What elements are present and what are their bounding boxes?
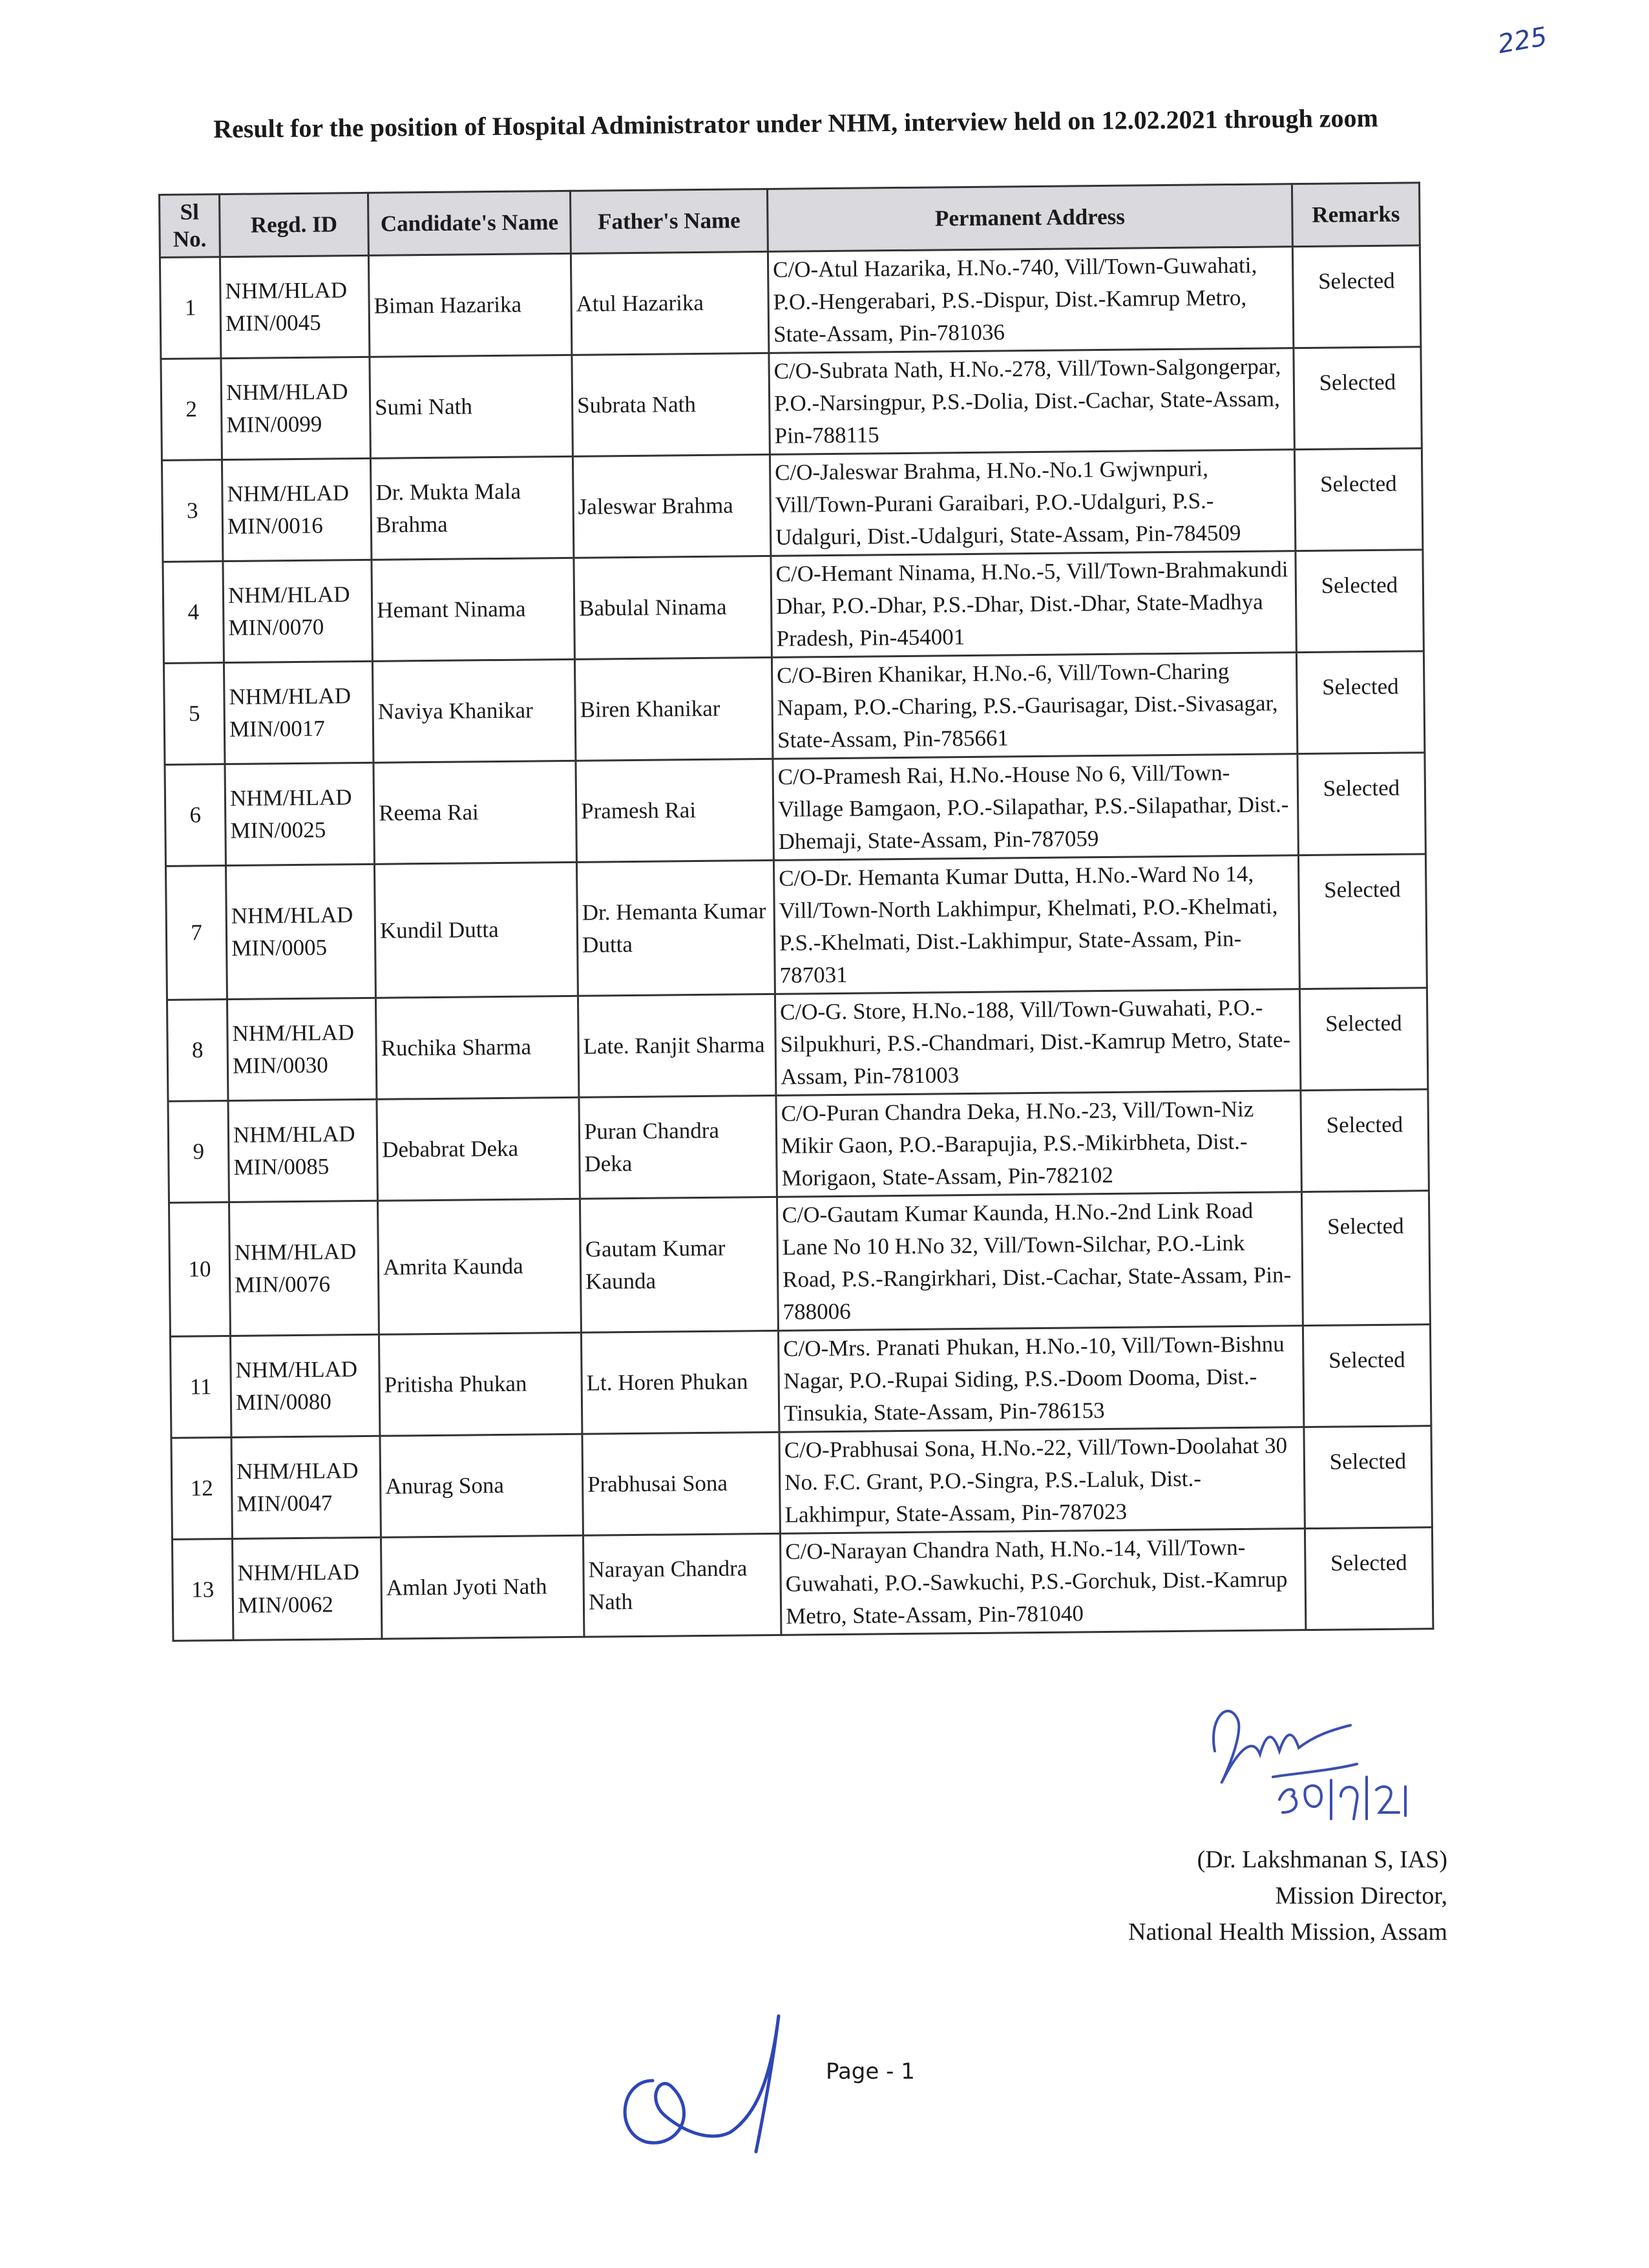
- cell-sl: 10: [169, 1202, 230, 1337]
- document-title: Result for the position of Hospital Administrator under NHM, interview held on 12.02.2021 through zoom: [213, 103, 1379, 143]
- results-table: [158, 182, 1434, 1642]
- table-row: [160, 246, 1420, 359]
- cell-remarks: Selected: [1294, 347, 1422, 450]
- cell-sl: 3: [162, 460, 223, 562]
- signatory-designation: Mission Director,: [1275, 1882, 1447, 1909]
- cell-father-name: Prabhusai Sona: [582, 1432, 780, 1535]
- cell-remarks: Selected: [1303, 1325, 1431, 1427]
- cell-regd-id: NHM/HLAD MIN/0085: [228, 1099, 377, 1202]
- header-regd-id: Regd. ID: [220, 193, 369, 257]
- cell-remarks: Selected: [1305, 1528, 1433, 1630]
- cell-remarks: Selected: [1301, 1089, 1429, 1192]
- cell-candidate-name: Anurag Sona: [380, 1434, 583, 1537]
- initials-scribble: [601, 2003, 821, 2171]
- table-row: [167, 988, 1427, 1102]
- cell-permanent-address: C/O-Dr. Hemanta Kumar Dutta, H.No.-Ward No 14, Vill/Town-North Lakhimpur, Khelmati, P.O.-Khelmati, P.S.-Khelmati, Dist.-Lakhimpur, State-Assam, Pin-787031: [773, 856, 1299, 994]
- cell-regd-id: NHM/HLAD MIN/0047: [231, 1436, 381, 1538]
- cell-regd-id: NHM/HLAD MIN/0025: [225, 762, 374, 865]
- header-remarks: Remarks: [1292, 183, 1420, 247]
- cell-father-name: Atul Hazarika: [571, 251, 768, 355]
- cell-candidate-name: Amlan Jyoti Nath: [381, 1535, 583, 1639]
- cell-sl: 11: [170, 1336, 231, 1438]
- cell-permanent-address: C/O-Gautam Kumar Kaunda, H.No.-2nd Link Road Lane No 10 H.No 32, Vill/Town-Silchar, P.O.-Link Road, P.S.-Rangirkhari, Dist.-Cachar, State-Assam, Pin-788006: [777, 1192, 1303, 1331]
- cell-regd-id: NHM/HLAD MIN/0030: [227, 998, 376, 1100]
- cell-candidate-name: Sumi Nath: [370, 355, 572, 458]
- cell-candidate-name: Dr. Mukta Mala Brahma: [370, 456, 573, 560]
- cell-permanent-address: C/O-Mrs. Pranati Phukan, H.No.-10, Vill/Town-Bishnu Nagar, P.O.-Rupai Siding, P.S.-Doom Dooma, Dist.-Tinsukia, State-Assam, Pin-786153: [778, 1326, 1303, 1433]
- cell-father-name: Subrata Nath: [572, 353, 770, 456]
- table-row: [161, 347, 1422, 461]
- table-row: [172, 1528, 1433, 1641]
- cell-father-name: Narayan Chandra Nath: [583, 1533, 781, 1637]
- cell-regd-id: NHM/HLAD MIN/0045: [220, 255, 369, 358]
- table-row: [163, 651, 1424, 765]
- cell-remarks: Selected: [1292, 246, 1420, 348]
- cell-father-name: Jaleswar Brahma: [572, 454, 770, 558]
- cell-candidate-name: Pritisha Phukan: [379, 1332, 582, 1436]
- cell-remarks: Selected: [1296, 651, 1424, 754]
- cell-remarks: Selected: [1297, 753, 1425, 856]
- cell-sl: 1: [160, 257, 221, 359]
- cell-candidate-name: Amrita Kaunda: [377, 1199, 581, 1334]
- header-permanent-address: Permanent Address: [767, 184, 1292, 252]
- table-row: [165, 854, 1427, 1000]
- cell-father-name: Pramesh Rai: [576, 759, 773, 862]
- cell-permanent-address: C/O-G. Store, H.No.-188, Vill/Town-Guwahati, P.O.-Silpukhuri, P.S.-Chandmari, Dist.-Kamrup Metro, State-Assam, Pin-781003: [775, 989, 1300, 1096]
- cell-permanent-address: C/O-Narayan Chandra Nath, H.No.-14, Vill/Town-Guwahati, P.O.-Sawkuchi, P.S.-Gorchuk, Dist.-Kamrup Metro, State-Assam, Pin-781040: [780, 1529, 1305, 1635]
- signature-image: [1202, 1693, 1473, 1842]
- cell-sl: 5: [163, 663, 225, 765]
- cell-regd-id: NHM/HLAD MIN/0099: [221, 357, 370, 459]
- cell-sl: 8: [167, 1000, 228, 1102]
- cell-permanent-address: C/O-Prabhusai Sona, H.No.-22, Vill/Town-Doolahat 30 No. F.C. Grant, P.O.-Singra, P.S.-Laluk, Dist.-Lakhimpur, State-Assam, Pin-787023: [779, 1427, 1305, 1534]
- results-table-container: [158, 182, 1434, 1642]
- cell-permanent-address: C/O-Jaleswar Brahma, H.No.-No.1 Gwjwnpuri, Vill/Town-Purani Garaibari, P.O.-Udalguri, P.S.-Udalguri, Dist.-Udalguri, State-Assam, Pin-784509: [770, 450, 1295, 556]
- table-header-row: [160, 183, 1420, 258]
- header-candidate-name: Candidate's Name: [368, 191, 571, 255]
- cell-permanent-address: C/O-Biren Khanikar, H.No.-6, Vill/Town-Charing Napam, P.O.-Charing, P.S.-Gaurisagar, Dist.-Sivasagar, State-Assam, Pin-785661: [772, 653, 1297, 759]
- table-row: [168, 1089, 1429, 1203]
- cell-remarks: Selected: [1294, 448, 1422, 551]
- cell-candidate-name: Naviya Khanikar: [372, 659, 575, 762]
- page-number: Page - 1: [826, 2059, 915, 2084]
- signatory-name: (Dr. Lakshmanan S, IAS): [1197, 1846, 1447, 1873]
- cell-remarks: Selected: [1296, 550, 1423, 653]
- cell-regd-id: NHM/HLAD MIN/0016: [222, 458, 371, 561]
- cell-sl: 4: [163, 562, 224, 664]
- table-body: [160, 246, 1433, 1641]
- cell-sl: 13: [172, 1538, 233, 1641]
- table-row: [165, 753, 1425, 866]
- header-sl: Sl No.: [160, 194, 220, 258]
- cell-candidate-name: Ruchika Sharma: [375, 996, 578, 1099]
- handwritten-page-mark: 225: [1495, 21, 1549, 60]
- cell-permanent-address: C/O-Atul Hazarika, H.No.-740, Vill/Town-Guwahati, P.O.-Hengerabari, P.S.-Dispur, Dist.-Kamrup Metro, State-Assam, Pin-781036: [768, 247, 1293, 353]
- table-row: [170, 1325, 1431, 1438]
- cell-regd-id: NHM/HLAD MIN/0080: [230, 1334, 379, 1437]
- cell-regd-id: NHM/HLAD MIN/0076: [229, 1201, 379, 1336]
- cell-sl: 2: [161, 359, 222, 461]
- cell-father-name: Babulal Ninama: [574, 556, 772, 659]
- cell-sl: 6: [165, 764, 226, 866]
- cell-remarks: Selected: [1304, 1426, 1432, 1529]
- cell-permanent-address: C/O-Subrata Nath, H.No.-278, Vill/Town-Salgongerpar, P.O.-Narsingpur, P.S.-Dolia, Dist.-Cachar, State-Assam, Pin-788115: [769, 348, 1294, 455]
- signatory-organization: National Health Mission, Assam: [1128, 1918, 1447, 1946]
- cell-candidate-name: Biman Hazarika: [368, 253, 571, 357]
- cell-father-name: Biren Khanikar: [574, 657, 772, 761]
- cell-sl: 9: [168, 1101, 229, 1203]
- cell-regd-id: NHM/HLAD MIN/0070: [223, 560, 372, 662]
- cell-father-name: Dr. Hemanta Kumar Dutta: [576, 860, 775, 996]
- cell-candidate-name: Reema Rai: [373, 761, 576, 864]
- cell-father-name: Late. Ranjit Sharma: [578, 994, 775, 1097]
- cell-remarks: Selected: [1301, 1191, 1430, 1326]
- cell-remarks: Selected: [1299, 988, 1427, 1091]
- cell-regd-id: NHM/HLAD MIN/0017: [224, 661, 373, 764]
- cell-candidate-name: Kundil Dutta: [374, 862, 578, 998]
- cell-father-name: Puran Chandra Deka: [579, 1095, 777, 1199]
- cell-remarks: Selected: [1298, 854, 1427, 989]
- cell-sl: 12: [171, 1438, 233, 1540]
- cell-father-name: Lt. Horen Phukan: [581, 1330, 779, 1434]
- cell-regd-id: NHM/HLAD MIN/0005: [226, 864, 375, 999]
- cell-permanent-address: C/O-Puran Chandra Deka, H.No.-23, Vill/Town-Niz Mikir Gaon, P.O.-Barapujia, P.S.-Mikirbheta, Dist.-Morigaon, State-Assam, Pin-782102: [776, 1091, 1301, 1197]
- table-row: [169, 1191, 1430, 1337]
- cell-sl: 7: [165, 866, 227, 1000]
- signatory-block: [1034, 1842, 1447, 1950]
- cell-regd-id: NHM/HLAD MIN/0062: [232, 1537, 381, 1640]
- cell-permanent-address: C/O-Hemant Ninama, H.No.-5, Vill/Town-Brahmakundi Dhar, P.O.-Dhar, P.S.-Dhar, Dist.-Dhar, State-Madhya Pradesh, Pin-454001: [771, 551, 1296, 658]
- table-row: [163, 550, 1423, 664]
- table-row: [162, 448, 1422, 562]
- cell-candidate-name: Hemant Ninama: [372, 558, 574, 661]
- header-father-name: Father's Name: [570, 189, 768, 253]
- table-row: [171, 1426, 1432, 1540]
- cell-candidate-name: Debabrat Deka: [377, 1097, 580, 1201]
- cell-permanent-address: C/O-Pramesh Rai, H.No.-House No 6, Vill/Town-Village Bamgaon, P.O.-Silapathar, P.S.-Silapathar, Dist.-Dhemaji, State-Assam, Pin-787059: [773, 754, 1298, 861]
- cell-father-name: Gautam Kumar Kaunda: [580, 1197, 778, 1332]
